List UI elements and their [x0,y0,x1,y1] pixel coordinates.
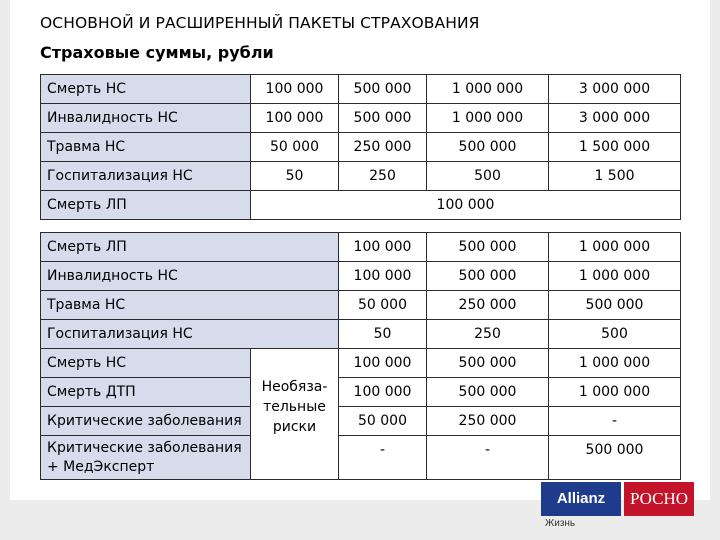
row-label: Смерть НС [41,349,251,378]
optional-note-line: риски [272,419,317,435]
cell-value: - [339,436,427,480]
cell-value: 1 000 000 [427,104,549,133]
cell-value: 100 000 [339,378,427,407]
table-row [41,75,681,104]
cell-value: 250 000 [427,407,549,436]
cell-value: 500 000 [427,378,549,407]
cell-value: 100 000 [339,233,427,262]
row-label: Инвалидность НС [41,104,251,133]
row-label: Госпитализация НС [41,320,339,349]
cell-value: 1 000 000 [549,349,681,378]
cell-value: 1 000 000 [549,233,681,262]
table-row [41,133,681,162]
cell-value: 50 [339,320,427,349]
table-row [41,262,681,291]
table-row [41,407,681,436]
row-label: Травма НС [41,133,251,162]
row-label-secondary: + МедЭксперт [47,458,155,475]
cell-value: 50 000 [339,407,427,436]
cell-value: 1 000 000 [549,262,681,291]
page-subtitle: Страховые суммы, рубли [40,43,274,62]
row-label: Смерть ДТП [41,378,251,407]
row-label: Критические заболевания [41,407,251,436]
basic-package-table [40,74,681,220]
cell-value: 3 000 000 [549,104,681,133]
row-label: Смерть ЛП [41,233,339,262]
cell-value: 500 [427,162,549,191]
table-row [41,162,681,191]
cell-value: 500 000 [339,75,427,104]
allianz-logo: Allianz [541,482,621,516]
cell-value: 500 000 [549,291,681,320]
cell-value: 1 500 000 [549,133,681,162]
optional-note-line: тельные [263,399,326,415]
cell-value: 50 000 [339,291,427,320]
cell-value: 500 000 [427,349,549,378]
optional-risks-note [251,349,339,480]
cell-value: 3 000 000 [549,75,681,104]
cell-value: 100 000 [339,349,427,378]
cell-value: 50 000 [251,133,339,162]
cell-value: 250 [339,162,427,191]
cell-value: - [549,407,681,436]
cell-value: 500 000 [427,262,549,291]
row-label: Госпитализация НС [41,162,251,191]
table-row [41,378,681,407]
row-label-two-line [41,436,251,480]
table-row [41,233,681,262]
row-label: Травма НС [41,291,339,320]
cell-value: 100 000 [339,262,427,291]
optional-note-line: Необяза- [261,379,328,395]
company-logo [541,482,694,534]
page-title: ОСНОВНОЙ И РАСШИРЕННЫЙ ПАКЕТЫ СТРАХОВАНИЯ [40,14,480,32]
row-label: Смерть ЛП [41,191,251,220]
row-label: Критические заболевания [47,439,242,456]
logo-tagline: Жизнь [545,518,576,529]
table-row [41,436,681,480]
cell-value: 250 000 [339,133,427,162]
table-row [41,191,681,220]
cell-value: 500 [549,320,681,349]
extended-package-table [40,232,681,480]
cell-value: - [427,436,549,480]
cell-value: 50 [251,162,339,191]
cell-value: 500 000 [427,133,549,162]
cell-value: 100 000 [251,75,339,104]
rosno-logo: РОСНО [624,482,694,516]
row-label: Смерть НС [41,75,251,104]
cell-value: 500 000 [427,233,549,262]
cell-value: 250 000 [427,291,549,320]
row-label: Инвалидность НС [41,262,339,291]
table-row [41,291,681,320]
cell-value-merged: 100 000 [251,191,681,220]
cell-value: 500 000 [549,436,681,480]
table-row [41,349,681,378]
cell-value: 500 000 [339,104,427,133]
table-row [41,104,681,133]
cell-value: 1 000 000 [427,75,549,104]
table-row [41,320,681,349]
cell-value: 1 000 000 [549,378,681,407]
cell-value: 100 000 [251,104,339,133]
cell-value: 250 [427,320,549,349]
cell-value: 1 500 [549,162,681,191]
